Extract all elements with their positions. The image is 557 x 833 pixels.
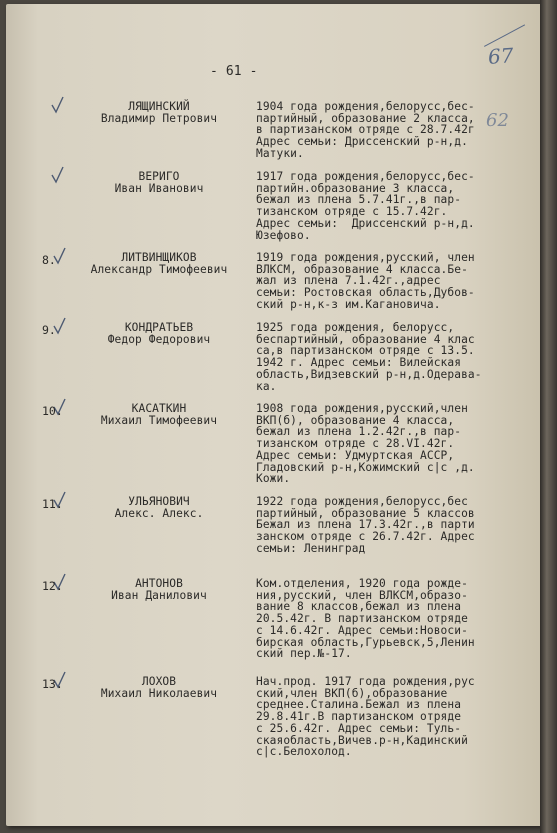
archive-page-number: 62	[486, 110, 509, 131]
entry-description-line: занском отряде с 26.7.42г. Адрес	[256, 530, 475, 544]
entry-description-line: Матуки.	[256, 146, 304, 160]
entry-description-line: бежал из плена 1.2.42г.,в пар-	[256, 425, 462, 439]
entry-given-name: Федор Федорович	[107, 333, 211, 346]
page-number: - 61 -	[210, 64, 258, 79]
entry-description-line: тизанском отряде с 28.VI.42г.	[256, 437, 455, 451]
entry-surname: КАСАТКИН	[131, 402, 187, 415]
entry-description-line: Гладовский р-н,Кожимский с|с ,д.	[256, 460, 475, 474]
entry-given-name: Михаил Тимофеевич	[100, 414, 218, 427]
entry-description-line: тизанском отряде с 15.7.42г.	[256, 205, 448, 219]
entry-description-line: Бежал из плена 17.3.42г.,в парти	[256, 518, 475, 532]
entry-description-line: 1919 года рождения,русский, член	[256, 251, 475, 264]
entry-description-line: беспартийный, образование 4 клас	[256, 332, 475, 346]
entry-description-line: партийный, образование 5 классов	[256, 506, 475, 520]
checkmark-icon	[50, 165, 66, 185]
entry-description-line: бирская область,Гурьевск,5,Ленин	[256, 635, 475, 649]
entry-description-line: 1904 года рождения,белорусс,бес-	[256, 100, 475, 113]
entry-description-line: партийн.образование 3 класса,	[256, 181, 455, 195]
entry-description-line: са,в партизанском отряде с 13.5.	[256, 344, 475, 358]
entry-number: 8.	[42, 253, 56, 267]
entry-surname: УЛЬЯНОВИЧ	[128, 495, 190, 508]
entry-description-line: семьи: Ленинград	[256, 541, 366, 555]
entry-description-line: Юзефово.	[256, 228, 311, 242]
entry-surname: КОНДРАТЬЕВ	[124, 321, 194, 334]
entry-description-line: вание 8 классов,бежал из плена	[256, 600, 462, 614]
entry-number: 10.	[42, 404, 63, 418]
entry-description-line: ВКП(б), образование 4 класса,	[256, 413, 455, 427]
entry-number: 11.	[42, 497, 63, 511]
entry-description-line: 20.5.42г. В партизанском отряде	[256, 612, 468, 626]
entry-surname: ЛОХОВ	[141, 675, 177, 688]
entry-given-name: Владимир Петрович	[100, 112, 218, 125]
entry-description-line: Адрес семьи: Дриссенский р-н,д.	[256, 216, 475, 230]
entry-number: 12.	[42, 579, 63, 593]
entry-description-line: с 14.6.42г. Адрес семьи:Новоси-	[256, 623, 468, 637]
archive-stamp-number: 67	[487, 43, 515, 69]
entry-given-name: Александр Тимофеевич	[90, 263, 228, 276]
entry-description-line: Нач.прод. 1917 года рождения,рус	[256, 675, 475, 688]
entry-description-line: Кожи.	[256, 472, 291, 486]
entry-description-line: скаяобласть,Вичев.р-н,Кадинский	[256, 733, 468, 747]
entry-description-line: партийный, образование 2 класса,	[256, 111, 475, 125]
entry-description-line: жал из плена 7.1.42г.,адрес	[256, 274, 441, 288]
entry-description-line: 29.8.41г.В партизанском отряде	[256, 710, 462, 724]
entry-description-line: ский пер.№-17.	[256, 647, 352, 661]
entry-given-name: Иван Данилович	[111, 589, 207, 602]
entry-description-line: 1908 года рождения,русский,член	[256, 402, 468, 415]
entry-description-line: ка.	[256, 379, 277, 393]
entry-description-line: ВЛКСМ, образование 4 класса.Бе-	[256, 262, 468, 276]
entry-description-line: в партизанском отряде с 28.7.42г	[256, 123, 475, 137]
entry-description-line: бежал из плена 5.7.41г.,в пар-	[256, 193, 462, 207]
entry-description-line: ский,член ВКП(б),образование	[256, 686, 448, 700]
entry-description-line: ский р-н,к-з им.Кагановича.	[256, 297, 441, 311]
entry-description-line: с|с.Белохолод.	[256, 745, 352, 759]
entry-description-line: семьи: Ростовская область,Дубов-	[256, 286, 475, 300]
entry-given-name: Алекс. Алекс.	[114, 507, 204, 520]
entry-description-line: с 25.6.42г. Адрес семьи: Туль-	[256, 721, 462, 735]
entry-given-name: Михаил Николаевич	[100, 687, 218, 700]
entry-description-line: Адрес семьи: Дриссенский р-н,д.	[256, 135, 468, 149]
entry-given-name: Иван Иванович	[114, 182, 204, 195]
entry-surname: ЛЯЩИНСКИЙ	[128, 100, 190, 113]
entry-description-line: 1922 года рождения,белорусс,бес	[256, 495, 468, 508]
binding-edge	[540, 0, 557, 833]
entry-surname: ВЕРИГО	[138, 170, 180, 183]
entry-surname: АНТОНОВ	[135, 577, 183, 590]
entry-description-line: 1925 года рождения, белорусс,	[256, 321, 455, 334]
entry-description-line: среднее.Сталина.Бежал из плена	[256, 698, 462, 712]
entry-description-line: область,Видзевский р-н,д.Одерава-	[256, 367, 482, 381]
entry-number: 13.	[42, 677, 63, 691]
entry-surname: ЛИТВИНЩИКОВ	[121, 251, 197, 264]
entry-number: 9.	[42, 323, 56, 337]
entry-description-line: Адрес семьи: Удмуртская АССР,	[256, 448, 455, 462]
entry-description-line: Ком.отделения, 1920 года рожде-	[256, 577, 468, 590]
entry-description-line: 1942 г. Адрес семьи: Вилейская	[256, 356, 462, 370]
entry-description-line: 1917 года рождения,белорусс,бес-	[256, 170, 475, 183]
entry-description-line: ния,русский, член ВЛКСМ,образо-	[256, 588, 468, 602]
checkmark-icon	[50, 95, 66, 115]
